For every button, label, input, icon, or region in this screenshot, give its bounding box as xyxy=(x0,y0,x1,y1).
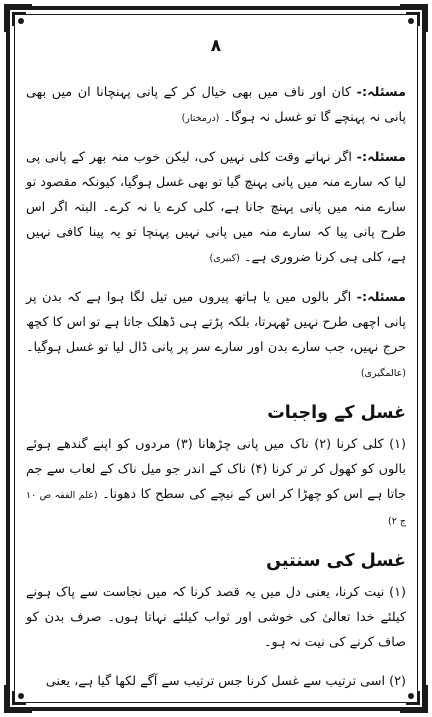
masala-paragraph-1 xyxy=(26,80,406,131)
corner-ornament-top-right xyxy=(396,2,430,36)
page-content xyxy=(26,80,406,708)
masala-label: مسئلہ:- xyxy=(356,150,406,165)
masala-text: اگر بالوں میں یا ہاتھ پیروں میں تیل لگا ہوا ہے کہ بدن پر پانی اچھی طرح نہیں ٹھہرتا، بلکہ پڑتے ہی ڈھلک جاتا ہے تو اس کا کچھ حرج نہیں، جب سارے بدن اور سارے سر پر پانی ڈال لیا تو غسل ہوگیا۔ xyxy=(26,290,406,355)
masala-label: مسئلہ:- xyxy=(356,290,406,305)
masala-text: اگر نہاتے وقت کلی نہیں کی، لیکن خوب منہ بھر کے پانی پی لیا کہ سارے منہ میں پانی پہنچ گیا تو بھی غسل ہوگیا، کیونکہ مقصود تو سارے منہ میں پانی پہنچ جانا ہے، کلی کرے یا نہ کرے۔ البتہ اگر اس طرح پانی پیا کہ سارے منہ میں پانی نہیں پہنچا تو یہ پینا کافی نہیں ہے، کلی ہی کرنا ضروری ہے۔ xyxy=(26,150,406,265)
masala-label: مسئلہ:- xyxy=(356,85,406,100)
reference-citation: (علم الفقہ ص ۱۰ ج ۲) xyxy=(26,490,406,527)
masala-paragraph-3 xyxy=(26,285,406,386)
reference-citation: (کبیری) xyxy=(209,253,240,264)
wajibat-paragraph xyxy=(26,432,406,534)
corner-ornament-top-left xyxy=(2,2,36,36)
wajibat-text: (۱) کلی کرنا (۲) ناک میں پانی چڑھانا (۳) مردوں کو اپنے گندھے ہوئے بالوں کو کھول کر تر کرنا (۴) ناک کے اندر جو میل ناک کے لعاب سے جم جاتا ہے اس کو چھڑا کر اس کے نیچے کی سطح کا دھونا۔ xyxy=(26,437,406,502)
section-heading-wajibat: غسل کے واجبات xyxy=(267,403,406,423)
sunnat-item-1: (۱) نیت کرنا، یعنی دل میں یہ قصد کرنا کہ میں نجاست سے پاک ہونے کیلئے خدا تعالیٰ کی خوشی اور ثواب کیلئے نہاتا ہوں۔ صرف بدن کو صاف کرنے کی نیت نہ ہو۔ xyxy=(26,585,406,650)
reference-citation: (درمختار) xyxy=(181,113,220,124)
masala-text: کان اور ناف میں بھی خیال کر کے پانی پہنچانا ان میں بھی پانی نہ پہنچے گا تو غسل نہ ہوگا۔ xyxy=(26,85,406,125)
masala-paragraph-2 xyxy=(26,145,406,271)
reference-citation: (عالمگیری) xyxy=(360,368,406,379)
sunnat-item-2: (۲) اسی ترتیب سے غسل کرنا جس ترتیب سے آگے لکھا گیا ہے، یعنی xyxy=(45,674,406,689)
page-number: ٨ xyxy=(210,36,222,56)
section-heading-sunnatein: غسل کی سنتیں xyxy=(266,551,406,571)
